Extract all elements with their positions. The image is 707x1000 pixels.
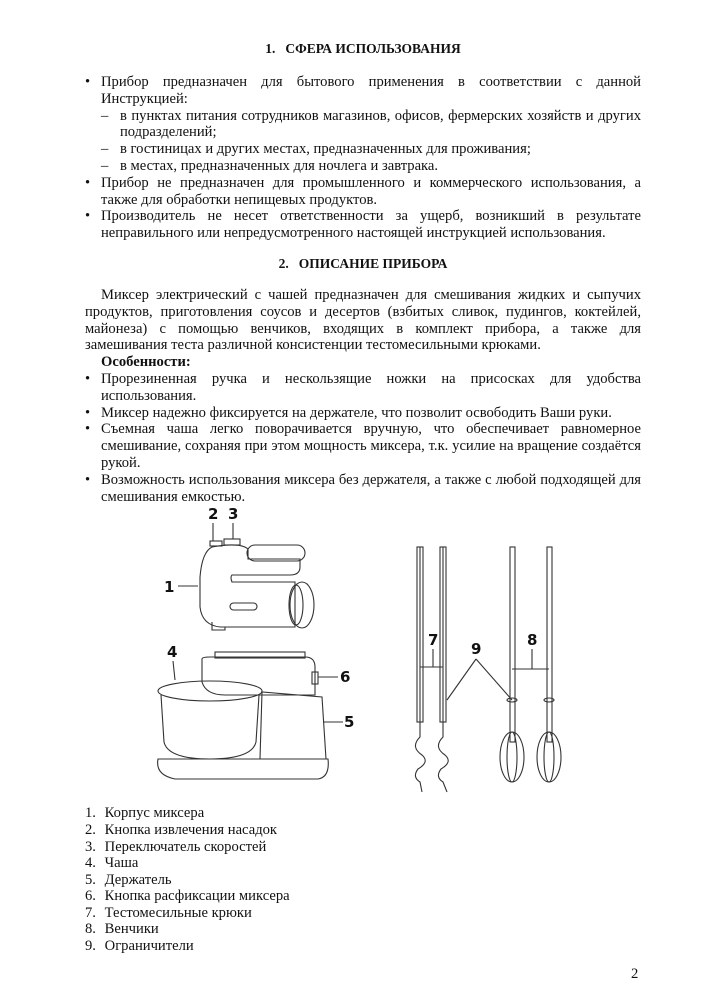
section-1-heading: 1. СФЕРА ИСПОЛЬЗОВАНИЯ [265,41,461,56]
list-item: 4. Чаша [85,855,139,872]
features-heading: Особенности: [101,354,191,371]
list-item: • Возможность использования миксера без держателя, а также с любой подходящей для смешивания емкостью. [85,471,641,505]
list-item: • Прорезиненная ручка и нескользящие ножки на присосках для удобства использования. [85,370,641,404]
stand-illustration [158,652,329,779]
callout-2: 2 [208,505,219,524]
callout-lines [173,523,549,722]
list-item: 8. Венчики [85,921,159,938]
mixer-diagram [150,505,590,805]
callout-3: 3 [228,505,239,524]
list-item: 2. Кнопка извлечения насадок [85,821,278,838]
list-item: • Съемная чаша легко поворачивается вручную, что обеспечивает равномерное смешивание, сохраняя при этом мощность миксера, т.к. усилие на вращение создаётся рукой. [85,421,641,471]
dough-hooks-illustration [415,547,448,792]
list-item: 9. Ограничители [85,938,194,955]
parts-list [85,805,641,954]
callout-4: 4 [167,643,178,662]
description-paragraph: Миксер электрический с чашей предназначен для смешивания жидких и сыпучих продуктов, приготовления соусов и десертов (взбитых сливок, пудингов, коктейлей, майонеза) с помощью венчиков, входящих в комплект прибора, а также для замешивания теста различной консистенции тестомесильными крюками. [85,286,641,354]
callout-6: 6 [340,668,351,687]
list-item: 3. Переключатель скоростей [85,838,267,855]
list-item: 6. Кнопка расфиксации миксера [85,888,290,905]
page-number: 2 [631,966,639,982]
callout-8: 8 [527,631,538,650]
list-item: 1. Корпус миксера [85,805,205,822]
callout-7: 7 [428,631,439,650]
list-item: • Производитель не несет ответственности за ущерб, возникший в результате неправильного или непредусмотренного настоящей инструкцией использования. [85,208,641,242]
callout-9: 9 [471,640,482,659]
hand-mixer-illustration [200,539,314,630]
list-item: – в местах, предназначенных для ночлега и завтрака. [101,157,439,174]
list-item: • Прибор не предназначен для промышленного и коммерческого использования, а также для обработки непищевых продуктов. [85,174,641,208]
list-item: 7. Тестомесильные крюки [85,904,252,921]
list-item: 5. Держатель [85,871,172,888]
section-2-heading: 2. ОПИСАНИЕ ПРИБОРА [278,255,448,271]
callout-1: 1 [164,578,175,597]
list-item: – в пунктах питания сотрудников магазинов, офисов, фермерских хозяйств и других подразделений; [101,107,641,141]
beaters-illustration [500,547,561,782]
list-item: – в гостиницах и других местах, предназначенных для проживания; [101,141,531,158]
list-item: • Прибор предназначен для бытового применения в соответствии с данной Инструкцией: [85,74,641,107]
list-item: • Миксер надежно фиксируется на держателе, что позволит освободить Ваши руки. [85,404,612,421]
callout-5: 5 [344,713,355,732]
page-content [85,40,641,955]
